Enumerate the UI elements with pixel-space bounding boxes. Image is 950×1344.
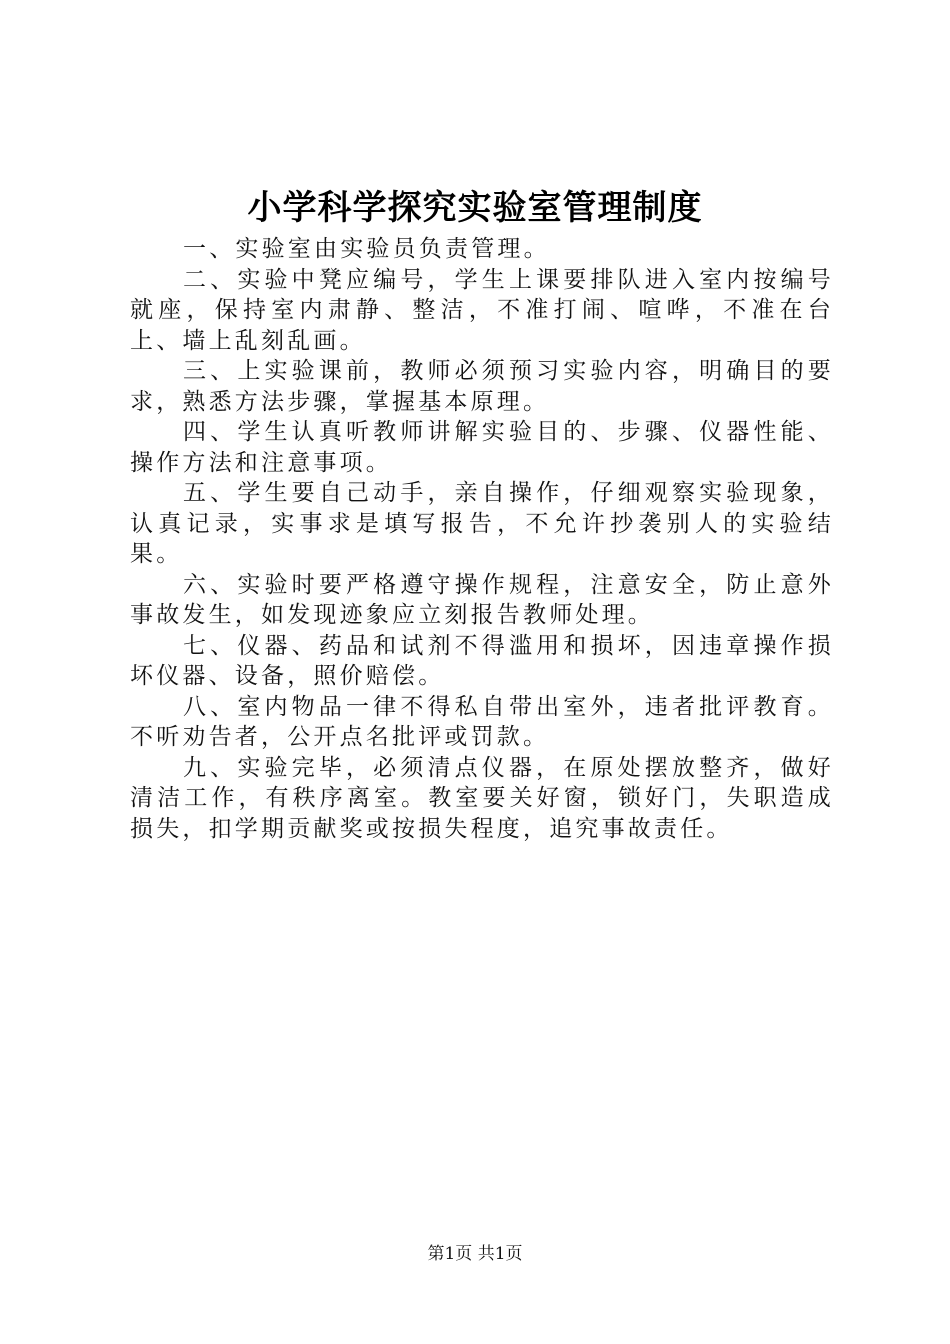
document-body [130,234,834,844]
rule-paragraph-6: 六、实验时要严格遵守操作规程，注意安全，防止意外事故发生，如发现迹象应立刻报告教师处理。 [130,571,834,628]
rule-paragraph-1: 一、实验室由实验员负责管理。 [183,236,550,262]
rule-paragraph-3: 三、上实验课前，教师必须预习实验内容，明确目的要求，熟悉方法步骤，掌握基本原理。 [130,358,834,415]
document-title: 小学科学探究实验室管理制度 [247,188,703,228]
page-footer: 第1页 共1页 [427,1244,523,1264]
rule-paragraph-4: 四、学生认真听教师讲解实验目的、步骤、仪器性能、操作方法和注意事项。 [130,419,834,476]
rule-paragraph-5: 五、学生要自己动手，亲自操作，仔细观察实验现象，认真记录，实事求是填写报告，不允许抄袭别人的实验结果。 [130,480,834,567]
rule-paragraph-2: 二、实验中凳应编号，学生上课要排队进入室内按编号就座，保持室内肃静、整洁，不准打闹、喧哗，不准在台上、墙上乱刻乱画。 [130,266,834,354]
rule-paragraph-9: 九、实验完毕，必须清点仪器，在原处摆放整齐，做好清洁工作，有秩序离室。教室要关好窗，锁好门，失职造成损失，扣学期贡献奖或按损失程度，追究事故责任。 [130,754,834,842]
rule-paragraph-8: 八、室内物品一律不得私自带出室外，违者批评教育。不听劝告者，公开点名批评或罚款。 [130,693,834,750]
rule-paragraph-7: 七、仪器、药品和试剂不得滥用和损坏，因违章操作损坏仪器、设备，照价赔偿。 [130,632,834,689]
